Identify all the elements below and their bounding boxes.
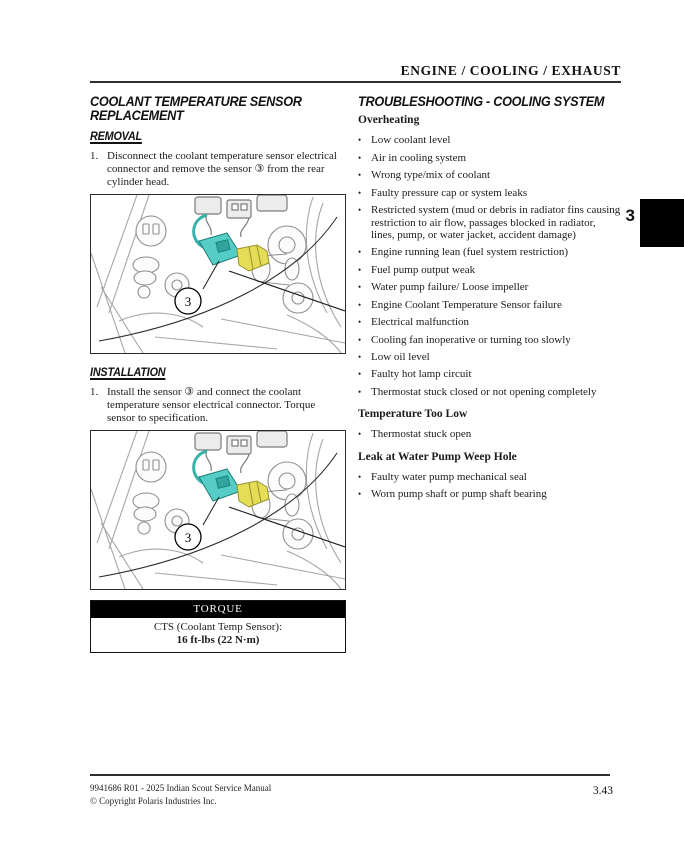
list-item-text: Worn pump shaft or pump shaft bearing — [371, 488, 547, 501]
list-item-text: Faulty pressure cap or system leaks — [371, 186, 528, 199]
bullet-icon: • — [358, 264, 362, 275]
list-item — [358, 386, 621, 398]
bullet-icon: • — [358, 152, 362, 163]
subheading-overheating: Overheating — [358, 114, 420, 127]
footer-rule — [90, 774, 610, 776]
list-item-text: Cooling fan inoperative or turning too slowly — [371, 333, 571, 346]
subheading-temperature-too-low: Temperature Too Low — [358, 408, 468, 421]
callout-label: 3 — [184, 293, 192, 309]
list-item-text: Engine Coolant Temperature Sensor failure — [371, 298, 562, 311]
list-item — [358, 471, 621, 483]
section-title-coolant-sensor: COOLANT TEMPERATURE SENSOR REPLACEMENT — [90, 94, 302, 124]
removal-heading: REMOVAL — [90, 130, 142, 143]
list-item — [358, 316, 621, 328]
list-item — [358, 246, 621, 258]
list-item-text: Air in cooling system — [371, 151, 467, 164]
bullet-icon: • — [358, 489, 362, 500]
figure-sensor-removal — [90, 194, 346, 354]
list-item — [358, 488, 621, 500]
list-item-text: Restricted system (mud or debris in radiator fins causing restriction to air flow, passages blocked in radiator, lines, pump, or water jacket, accident damage) — [371, 204, 621, 241]
list-item — [358, 152, 621, 164]
bullet-icon: • — [358, 282, 362, 293]
list-item — [358, 368, 621, 380]
step-number: 1. — [90, 149, 99, 162]
subheading-weep-hole-leak: Leak at Water Pump Weep Hole — [358, 450, 517, 463]
list-item — [358, 169, 621, 181]
bullet-icon: • — [358, 369, 362, 380]
list-item — [358, 134, 621, 146]
list-item-text: Faulty hot lamp circuit — [371, 368, 472, 381]
torque-spec-value: 16 ft-lbs (22 N·m) — [176, 634, 260, 647]
torque-box-header: TORQUE — [91, 601, 345, 618]
list-item-text: Engine running lean (fuel system restriction) — [371, 246, 569, 259]
list-item-text: Faulty water pump mechanical seal — [371, 470, 527, 483]
list-item-text: Wrong type/mix of coolant — [371, 169, 491, 182]
figure-sensor-installation — [90, 430, 346, 590]
removal-step-1 — [90, 150, 346, 189]
overheating-causes-list — [358, 134, 621, 398]
list-item-text: Electrical malfunction — [371, 316, 470, 329]
list-item — [358, 299, 621, 311]
list-item — [358, 264, 621, 276]
list-item-text: Fuel pump output weak — [371, 263, 476, 276]
list-item — [358, 351, 621, 363]
list-item-text: Thermostat stuck closed or not opening completely — [371, 385, 597, 398]
footer-info — [90, 782, 271, 808]
step-text: Disconnect the coolant temperature sensor electrical connector and remove the sensor ③ from the rear cylinder head. — [107, 149, 337, 188]
torque-box-body — [91, 618, 345, 653]
installation-heading: INSTALLATION — [90, 366, 166, 379]
list-item — [358, 204, 621, 241]
section-title-troubleshooting: TROUBLESHOOTING - COOLING SYSTEM — [358, 94, 605, 109]
chapter-tab — [640, 199, 684, 247]
torque-spec-label: CTS (Coolant Temp Sensor): — [153, 620, 283, 633]
bullet-icon: • — [358, 471, 362, 482]
torque-spec-box — [90, 600, 346, 654]
list-item-text: Thermostat stuck open — [371, 428, 472, 441]
chapter-number: 3 — [625, 206, 635, 225]
bullet-icon: • — [358, 135, 362, 146]
bullet-icon: • — [358, 317, 362, 328]
bullet-icon: • — [358, 247, 362, 258]
list-item-text: Low oil level — [371, 350, 430, 363]
right-column — [358, 95, 621, 505]
engine-line-art — [91, 195, 345, 353]
step-number: 1. — [90, 385, 99, 398]
bullet-icon: • — [358, 429, 362, 440]
temp-too-low-causes-list — [358, 428, 621, 440]
footer-manual-id: 9941686 R01 - 2025 Indian Scout Service Manual — [90, 783, 272, 793]
list-item — [358, 187, 621, 199]
bullet-icon: • — [358, 334, 362, 345]
step-text: Install the sensor ③ and connect the coolant temperature sensor electrical connector. Torque sensor to specification. — [107, 385, 316, 424]
bullet-icon: • — [358, 170, 362, 181]
bullet-icon: • — [358, 205, 362, 216]
bullet-icon: • — [358, 187, 362, 198]
weep-hole-causes-list — [358, 471, 621, 501]
header-rule — [90, 81, 621, 83]
footer-copyright: © Copyright Polaris Industries Inc. — [90, 796, 217, 807]
bullet-icon: • — [358, 386, 362, 397]
list-item-text: Water pump failure/ Loose impeller — [371, 281, 529, 294]
list-item-text: Low coolant level — [371, 134, 451, 147]
page-header-title: ENGINE / COOLING / EXHAUST — [400, 63, 621, 78]
bullet-icon: • — [358, 299, 362, 310]
bullet-icon: • — [358, 351, 362, 362]
page-number: 3.43 — [592, 785, 613, 797]
installation-step-1 — [90, 386, 346, 425]
list-item — [358, 428, 621, 440]
list-item — [358, 334, 621, 346]
left-column — [90, 95, 346, 653]
list-item — [358, 281, 621, 293]
